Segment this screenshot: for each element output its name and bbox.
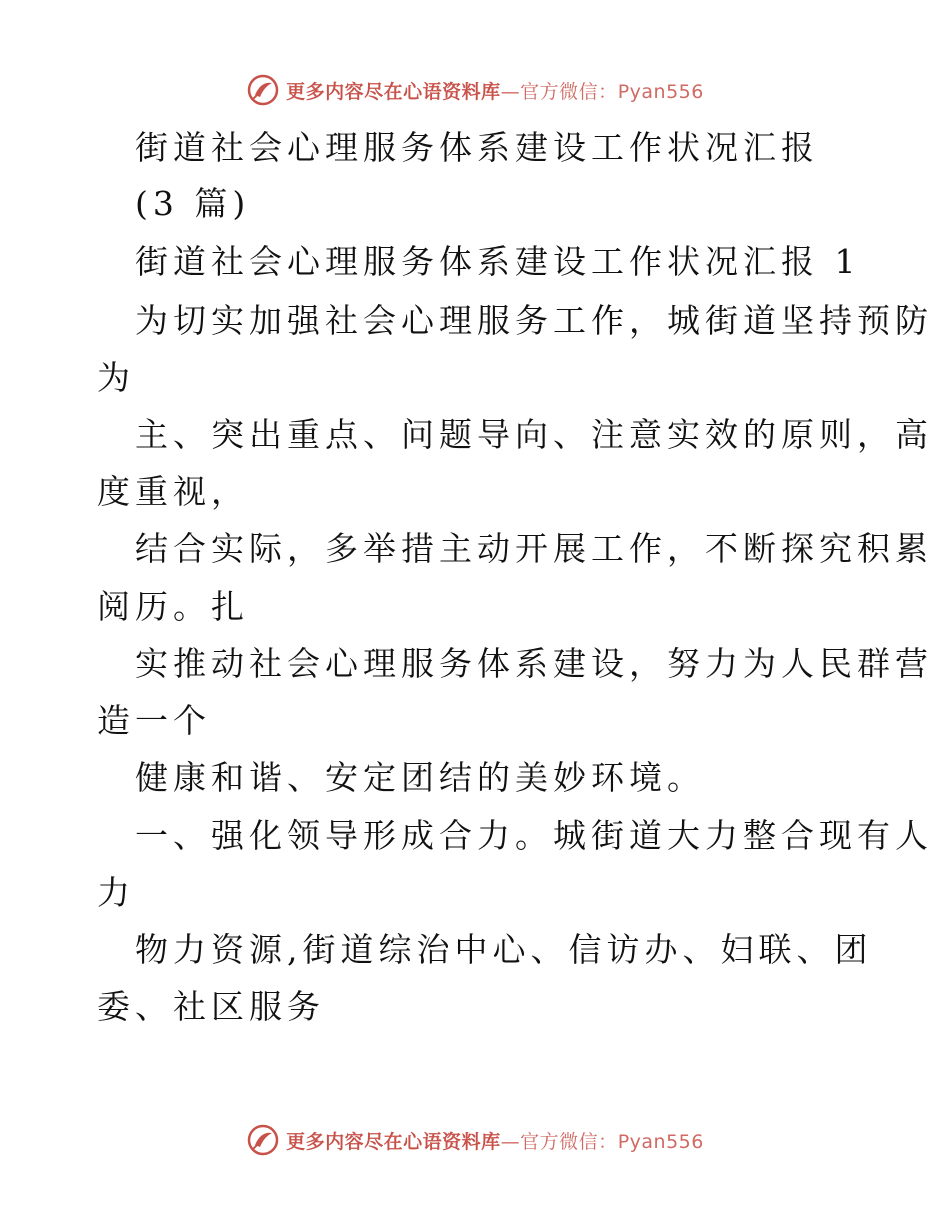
paragraph-line: 为切实加强社会心理服务工作，城街道坚持预防 bbox=[135, 301, 933, 340]
footer-watermark bbox=[0, 1120, 950, 1160]
paragraph-line: 造一个 bbox=[97, 701, 211, 740]
watermark-wechat-id: Pyan556 bbox=[617, 1130, 704, 1153]
watermark-text bbox=[286, 1127, 704, 1154]
paragraph-line: 结合实际，多举措主动开展工作，不断探究积累 bbox=[135, 529, 933, 568]
watermark-text bbox=[286, 77, 704, 104]
watermark-main: 更多内容尽在心语资料库 bbox=[286, 80, 501, 103]
watermark-wechat-label: 官方微信： bbox=[520, 1130, 618, 1153]
watermark-wechat-label: 官方微信： bbox=[520, 80, 618, 103]
watermark-dash: — bbox=[500, 1130, 521, 1153]
paragraph-line: 阅历。扎 bbox=[97, 587, 249, 626]
document-title-count: (3 篇) bbox=[135, 184, 251, 223]
section-subtitle: 街道社会心理服务体系建设工作状况汇报 1 bbox=[135, 242, 861, 281]
paragraph-line: 健康和谐、安定团结的美妙环境。 bbox=[135, 758, 705, 797]
paragraph-line: 度重视， bbox=[97, 472, 249, 511]
paragraph-line: 主、突出重点、问题导向、注意实效的原则，高 bbox=[135, 415, 933, 454]
watermark-wechat-id: Pyan556 bbox=[617, 80, 704, 103]
watermark-main: 更多内容尽在心语资料库 bbox=[286, 1130, 501, 1153]
paragraph-line: 委、社区服务 bbox=[97, 987, 325, 1026]
paragraph-line: 实推动社会心理服务体系建设，努力为人民群营 bbox=[135, 644, 933, 683]
paragraph-line: 一、强化领导形成合力。城街道大力整合现有人 bbox=[135, 816, 933, 855]
paragraph-line: 为 bbox=[97, 358, 135, 397]
brush-logo-icon bbox=[246, 1123, 280, 1157]
brush-logo-icon bbox=[246, 73, 280, 107]
header-watermark bbox=[0, 70, 950, 110]
document-title: 街道社会心理服务体系建设工作状况汇报 bbox=[135, 128, 819, 167]
watermark-dash: — bbox=[500, 80, 521, 103]
paragraph-line: 力 bbox=[97, 873, 135, 912]
paragraph-line: 物力资源,街道综治中心、信访办、妇联、团 bbox=[135, 930, 873, 969]
